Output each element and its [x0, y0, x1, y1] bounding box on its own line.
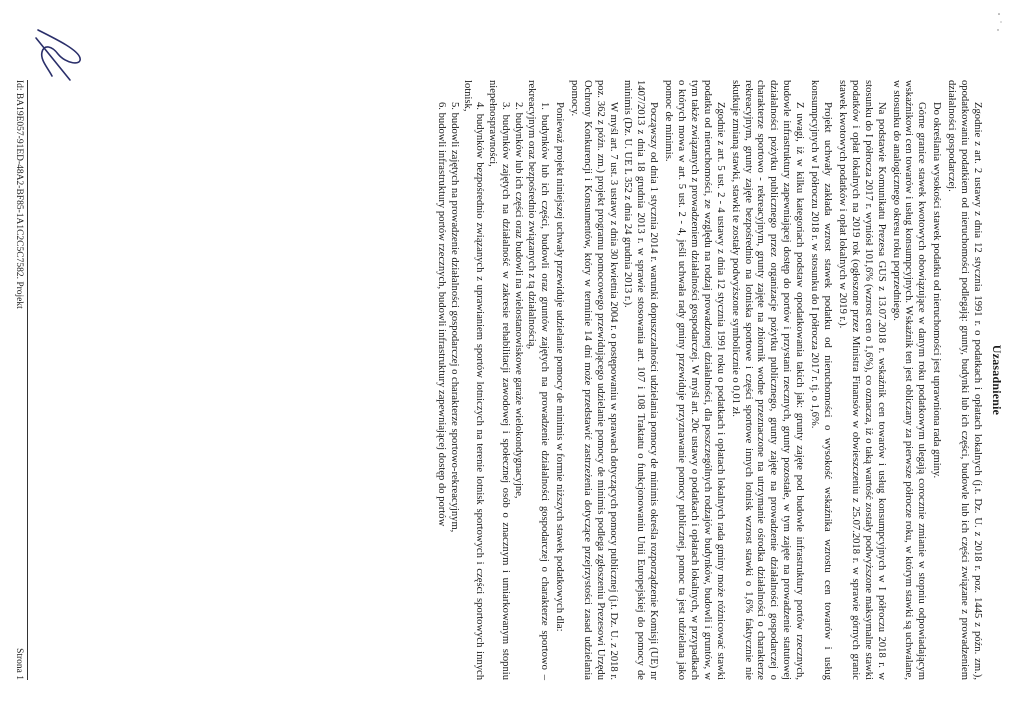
paragraph: Zgodnie z art. 2 ustawy z dnia 12 stycznia 1991 r. o podatkach i opłatach lokalnych (j.t. Dz. U. z 2018 r. poz. 1445 z późn. zm.), opodatkowaniu podatkiem od nieruchomości podlegają: grunty, budynki lub ich części, budowle lub ich części związane z prowadzeniem działalności gospodarczej.	[946, 80, 983, 680]
list-item: 6. budowli infrastruktury portów rzecznych, budowli infrastruktury zapewniającej dostęp do portów	[435, 102, 447, 527]
paragraph: W myśl art. 7 ust. 3 ustawy z dnia 30 kwietnia 2004 r. o postępowaniu w sprawach dotyczących pomocy publicznej (j.t. Dz. U. z 2018 r. poz. 362 z późn. zm.) projekt programu pomocowego przewidującego udzielanie pomocy de minimis podlega zgłoszeniu Prezesowi Urzędu Ochrony Konkurencji i Konsumentów, który w terminie 14 dni może przedstawić zastrzeżenia dotyczące przejrzystości zasad udzielania pomocy.	[568, 80, 619, 680]
paragraph: Ponieważ projekt niniejszej uchwały przewiduje udzielanie pomocy de minimis w formie niższych stawek podatkowych dla:	[553, 102, 565, 632]
aid-list	[434, 80, 550, 680]
list-item: 1. budynków lub ich części, budowli oraz gruntów zajętych na prowadzenie działalności gospodarczej o charakterze sportowo – rekreacyjnym oraz bezpośrednio związanych z tą działalnością,	[526, 80, 550, 680]
scan-specks	[994, 10, 1004, 40]
paragraph: Górne granice stawek kwotowych obowiązujące w danym roku podatkowym ulegają corocznie zmianie w stopniu odpowiadającym wskaźnikowi cen towarów i usług konsumpcyjnych. Wskaźnik ten jest obliczany za pierwsze półrocze roku, w którym stawki są uchwalane, w stosunku do analogicznego okresu roku poprzedniego.	[890, 80, 928, 680]
page-number: Strona 1	[14, 648, 24, 680]
document-body	[434, 80, 983, 680]
list-item: 2. budynków lub ich części oraz budowli na wielostanowiskowe garaże wielokondygnacyjne,	[513, 102, 525, 499]
document-title: Uzasadnienie	[990, 344, 1004, 416]
list-item: 4. budynków bezpośrednio związanych z uprawianiem sportów lotniczych na terenie lotnisk sportowych i części sportowych innych lotnisk,	[461, 80, 486, 680]
page-footer	[14, 80, 28, 680]
paragraph: Z uwagi, iż w kilku kategoriach podstaw opodatkowania takich jak: grunty zajęte pod budowle infrastruktury portów rzecznych, budowle infrastruktury zapewniającej dostęp do portów i przystani rzecznych, grunty pozostałe, w tym zajęte na prowadzenie statutowej działalności pożytku publicznego przez organizacje pożytku publicznego, grunty zajęte na prowadzenie działalności gospodarczej o charakterze sportowo - rekreacyjnym, grunty zajęte na zbiornik wodne przeznaczone na utrzymanie ośrodka działalności o charakterze rekreacyjnym, grunty zajęte bezpośrednio na lotniska sportowe i części sportowe innych lotnisk wzrost stawki o 1,6% faktycznie nie skutkuje zmianą stawki, stawki te zostały podwyższone symbolicznie o 0,01 zł.	[729, 80, 806, 680]
paragraph: Na podstawie Komunikatu Prezesa GUS z 13.07.2018 r. wskaźnik cen towarów i usług konsumpcyjnych w I półroczu 2018 r. w stosunku do I półrocza 2017 r. wyniósł 101,6% (wzrost cen o 1,6%), co oznacza, iż o taką wartość zostały podwyższone maksymalne stawki podatków i opłat lokalnych na 2019 rok (ogłoszone przez Ministra Finansów w obwieszczeniu z 25.07.2018 r. w sprawie górnych granic stawek kwotowych podatków i opłat lokalnych w 2019 r.).	[836, 80, 887, 680]
signature-mark	[28, 20, 88, 90]
paragraph: Do określania wysokości stawek podatku od nieruchomości jest uprawniona rada gminy.	[931, 102, 943, 479]
document-id: Id: BA19E057-91ED-48A2-BF85-1A1C2C5C7582. Projekt	[14, 80, 24, 309]
list-item: 3. budynków zajętych na działalność w zakresie rehabilitacji zawodowej i społecznej osób o znacznym i umiarkowanym stopniu niepełnosprawności,	[487, 80, 512, 680]
paragraph: Zgodnie z art. 5 ust. 2 - 4 ustawy z dnia 12 stycznia 1991 roku o podatkach i opłatach lokalnych rada gminy może różnicować stawki podatku od nieruchomości, ze względu na rodzaj prowadzonej działalności, dla poszczególnych rodzajów budynków, budowli i gruntów, w tym także związanych z prowadzeniem działalności gospodarczej. W myśl art. 20c ustawy o podatkach i opłatach lokalnych, w przypadkach o których mowa w art. 5 ust. 2 - 4, jeśli uchwała rady gminy przewiduje przyznawanie pomocy publicznej, pomoc ta jest udzielana jako pomoc de minimis.	[663, 80, 726, 680]
list-item: 5. budowli zajętych na prowadzenie działalności gospodarczej o charakterze sportowo-rekreacyjnym,	[448, 102, 460, 533]
paragraph: Począwszy od dnia 1 stycznia 2014 r. warunki dopuszczalności udzielania pomocy de minimis określa rozporządzenie Komisji (UE) nr 1407/2013 z dnia 18 grudnia 2013 r. w sprawie stosowania art. 107 i 108 Traktatu o funkcjonowaniu Unii Europejskiej do pomocy de minimis (Dz. U. UE L 352 z dnia 24 grudnia 2013 r.).	[622, 80, 660, 680]
paragraph: Projekt uchwały zakłada wzrost stawek podatku od nieruchomości o wysokość wskaźnika wzrostu cen towarów i usług konsumpcyjnych w I półroczu 2018 r. w stosunku do I półrocza 2017 r. tj. o 1,6%.	[809, 80, 834, 680]
